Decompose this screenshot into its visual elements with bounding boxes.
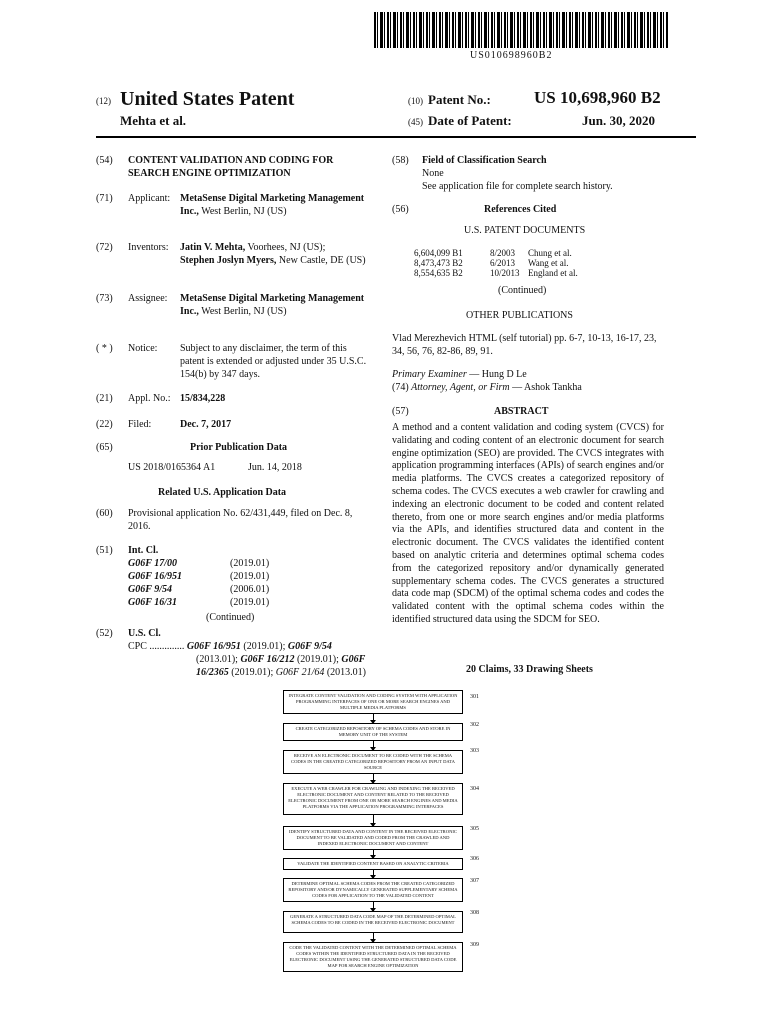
cpc-code: G06F 9/54 [287, 641, 332, 652]
cpc-code: 16/2365 [196, 667, 229, 678]
inventor-short: Mehta et al. [120, 113, 187, 128]
assignee-label: Assignee: [128, 293, 168, 304]
code-58: (58) [392, 155, 409, 166]
cpc-year: (2019.01); [231, 667, 274, 678]
examiner-label: Primary Examiner [392, 369, 467, 380]
assignee-location: West Berlin, NJ (US) [201, 306, 287, 317]
filed-date: Dec. 7, 2017 [180, 419, 232, 430]
code-57: (57) [392, 406, 409, 417]
code-74: (74) [392, 382, 409, 393]
abstract-text: A method and a content validation and coding system (CVCS) for validating and coding content of an electronic document for search engine optimization (SEO) are provided. The CVCS integrates with application programming interfaces (APIs) of search engines and/or media platforms. The CVCS creates a categorized repository of schema codes. The CVCS executes a web crawler for crawling and indexing an electronic document to be coded and content related thereto, from one or more search engines and/or media platforms via the APIs, and identifies structured data and content in the electronic document. The CVCS validates the identified content based on analytic criteria and determines optimal schema codes from the categorized repository and/or dynamically generated supplementary schema codes. The CVCS generates a structured data code map (SDCM) of the optimal schema codes and codes the validated content with the optimal schema codes within the identified structured data using the SDCM for SEO. [392, 422, 664, 625]
cpc-code: G06F [341, 654, 366, 665]
references-continued: (Continued) [498, 285, 547, 296]
int-cl-year: (2019.01) [230, 597, 270, 608]
code-60: (60) [96, 508, 113, 519]
int-cl-code: G06F 16/951 [128, 571, 182, 582]
prior-publication-number: US 2018/0165364 A1 [128, 462, 216, 473]
flowchart-ref: 307 [470, 878, 479, 884]
cpc-code: G06F 16/951 [186, 641, 241, 652]
barcode-number: US010698960B2 [470, 50, 553, 61]
flowchart-ref: 303 [470, 748, 479, 754]
flowchart-arrow [373, 714, 374, 723]
flowchart-ref: 301 [470, 694, 479, 700]
applicant [180, 192, 370, 218]
cpc-classification [128, 640, 378, 679]
reference-row: 6,604,099 B1 8/2003 Chung et al. [414, 248, 572, 258]
flowchart-arrow [373, 774, 374, 783]
inventor-1-location: Voorhees, NJ (US); [247, 242, 326, 253]
applicant-location: West Berlin, NJ (US) [201, 206, 287, 217]
flowchart-step: DETERMINE OPTIMAL SCHEMA CODES FROM THE CREATED CATEGORIZED REPOSITORY AND/OR DYNAMICALLY GENERATED SUPPLEMENTARY SCHEMA CODES FOR APPLICATION TO THE VALIDATED CONTENT [283, 878, 463, 902]
int-cl-row [128, 570, 308, 583]
code-52: (52) [96, 628, 113, 639]
flowchart-arrow [373, 933, 374, 942]
reference-row: 8,473,473 B2 6/2013 Wang et al. [414, 258, 569, 268]
invention-title: CONTENT VALIDATION AND CODING FOR SEARCH ENGINE OPTIMIZATION [128, 155, 334, 179]
date-of-patent: Jun. 30, 2020 [582, 113, 655, 128]
int-cl-year: (2006.01) [230, 584, 270, 595]
flowchart-step: GENERATE A STRUCTURED DATA CODE MAP OF THE DETERMINED OPTIMAL SCHEMA CODES TO BE CODED IN THE RECEIVED ELECTRONIC DOCUMENT [283, 911, 463, 933]
assignee-name: MetaSense Digital Marketing Management Inc., [180, 293, 365, 317]
code-71: (71) [96, 193, 113, 204]
flowchart-step: IDENTIFY STRUCTURED DATA AND CONTENT IN THE RECEIVED ELECTRONIC DOCUMENT TO BE VALIDATED AND CODED FROM THE CRAWLED AND INDEXED ELECTRONIC DOCUMENT AND CONTENT [283, 826, 463, 850]
code-72: (72) [96, 242, 113, 253]
us-cl-label: U.S. Cl. [128, 628, 161, 639]
int-cl-row [128, 557, 308, 570]
attorney-label: Attorney, Agent, or Firm [411, 382, 510, 393]
inventors [180, 241, 370, 267]
field-search-label: Field of Classification Search [422, 155, 547, 166]
related-application-heading: Related U.S. Application Data [158, 487, 287, 498]
notice-text: Subject to any disclaimer, the term of this patent is extended or adjusted under 35 U.S.C. 154(b) by 347 days. [180, 343, 367, 380]
examiner-name: — Hung D Le [469, 369, 527, 380]
us-patent-docs-heading: U.S. PATENT DOCUMENTS [464, 225, 586, 236]
int-cl-year: (2019.01) [230, 558, 270, 569]
applicant-label: Applicant: [128, 193, 171, 204]
code-notice: ( * ) [96, 343, 113, 354]
code-21: (21) [96, 393, 113, 404]
reference-row: 8,554,635 B2 10/2013 England et al. [414, 268, 578, 278]
code-73: (73) [96, 293, 113, 304]
cpc-year: (2019.01); [296, 654, 339, 665]
flowchart-ref: 304 [470, 786, 479, 792]
inventor-1-name: Jatin V. Mehta, [180, 242, 246, 253]
code-56: (56) [392, 204, 409, 215]
applicant-name: MetaSense Digital Marketing Management Inc., [180, 193, 365, 217]
code-45: (45) [408, 117, 423, 127]
flowchart-ref: 309 [470, 942, 479, 948]
appl-no: 15/834,228 [180, 393, 226, 404]
int-cl-year: (2019.01) [230, 571, 270, 582]
code-12: (12) [96, 96, 111, 106]
abstract-heading: ABSTRACT [494, 406, 549, 417]
header-rule [96, 136, 696, 138]
code-51: (51) [96, 545, 113, 556]
flowchart-arrow [373, 815, 374, 826]
patent-no-label: Patent No.: [428, 92, 491, 107]
cpc-label: CPC .............. [128, 641, 185, 652]
flowchart-step: RECEIVE AN ELECTRONIC DOCUMENT TO BE CODED WITH THE SCHEMA CODES IN THE CREATED CATEGORIZED REPOSITORY FROM AN INPUT DATA SOURCE [283, 750, 463, 774]
flowchart-ref: 302 [470, 722, 479, 728]
date-of-patent-label: Date of Patent: [428, 113, 512, 128]
prior-publication-heading: Prior Publication Data [190, 442, 288, 453]
examiner [392, 368, 527, 381]
inventors-label: Inventors: [128, 242, 169, 253]
flowchart-ref: 308 [470, 910, 479, 916]
prior-publication-date: Jun. 14, 2018 [248, 462, 302, 473]
cpc-code: G06F 21/64 [275, 667, 325, 678]
references-list [414, 248, 664, 278]
int-cl-code: G06F 17/00 [128, 558, 177, 569]
flowchart-step: INTEGRATE CONTENT VALIDATION AND CODING SYSTEM WITH APPLICATION PROGRAMMING INTERFACES OF ONE OR MORE SEARCH ENGINES AND MULTIPLE MEDIA PLATFORMS [283, 690, 463, 714]
flowchart-arrow [373, 870, 374, 878]
other-publications-text: Vlad Merezhevich HTML (self tutorial) pp. 6-7, 10-13, 16-17, 23, 34, 56, 76, 82-86, 89, 91. [392, 333, 657, 357]
cpc-year: (2013.01) [326, 667, 367, 678]
code-22: (22) [96, 419, 113, 430]
assignee [180, 292, 370, 318]
flowchart-ref: 305 [470, 826, 479, 832]
cpc-year: (2013.01); [196, 654, 238, 665]
barcode [374, 12, 668, 48]
code-65: (65) [96, 442, 113, 453]
int-cl-code: G06F 16/31 [128, 597, 177, 608]
cpc-code: G06F 16/212 [240, 654, 295, 665]
appl-no-label: Appl. No.: [128, 393, 171, 404]
attorney [392, 381, 582, 394]
flowchart-arrow [373, 850, 374, 858]
field-search-see: See application file for complete search history. [422, 181, 613, 192]
patent-type-title: United States Patent [120, 88, 295, 110]
references-heading: References Cited [484, 204, 557, 215]
int-cl-list [128, 557, 308, 609]
inventor-2-location: New Castle, DE (US) [278, 255, 366, 266]
patent-number: US 10,698,960 B2 [534, 88, 661, 107]
inventor-2-name: Stephen Joslyn Myers, [180, 255, 277, 266]
attorney-name: — Ashok Tankha [512, 382, 582, 393]
int-cl-row [128, 583, 308, 596]
provisional-text: Provisional application No. 62/431,449, filed on Dec. 8, 2016. [128, 508, 353, 532]
flowchart-step: EXECUTE A WEB CRAWLER FOR CRAWLING AND INDEXING THE RECEIVED ELECTRONIC DOCUMENT AND CONTENT RELATED TO THE RECEIVED ELECTRONIC DOCUMENT FROM ONE OR MORE SEARCH ENGINES AND MEDIA PLATFORMS VIA THE APPLICATION PROGRAMMING INTERFACES [283, 783, 463, 815]
flowchart-arrow [373, 741, 374, 750]
flowchart-step: CREATE CATEGORIZED REPOSITORY OF SCHEMA CODES AND STORE IN MEMORY UNIT OF THE SYSTEM [283, 723, 463, 741]
flowchart-step: CODE THE VALIDATED CONTENT WITH THE DETERMINED OPTIMAL SCHEMA CODES WITHIN THE IDENTIFIED STRUCTURED DATA IN THE RECEIVED ELECTRONIC DOCUMENT USING THE GENERATED STRUCTURED DATA CODE MAP FOR SEARCH ENGINE OPTIMIZATION [283, 942, 463, 972]
flowchart-arrow [373, 902, 374, 911]
filed-label: Filed: [128, 419, 152, 430]
int-cl-label: Int. Cl. [128, 545, 159, 556]
other-publications-heading: OTHER PUBLICATIONS [466, 310, 573, 321]
notice-label: Notice: [128, 343, 158, 354]
field-search-none: None [422, 168, 444, 179]
int-cl-row [128, 596, 308, 609]
code-54: (54) [96, 155, 113, 166]
flowchart-ref: 306 [470, 856, 479, 862]
int-cl-code: G06F 9/54 [128, 584, 172, 595]
int-cl-continued: (Continued) [206, 612, 255, 623]
claims-drawings-line: 20 Claims, 33 Drawing Sheets [466, 664, 593, 675]
flowchart-step: VALIDATE THE IDENTIFIED CONTENT BASED ON ANALYTIC CRITERIA [283, 858, 463, 870]
code-10: (10) [408, 96, 423, 106]
cpc-year: (2019.01); [243, 641, 286, 652]
